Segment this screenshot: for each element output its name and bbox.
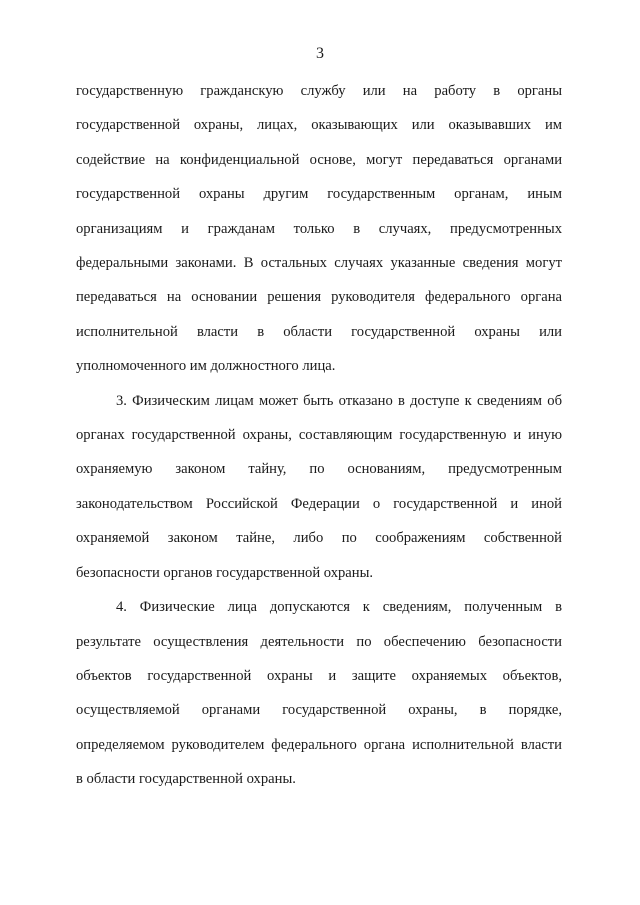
- document-body: [76, 74, 562, 797]
- page-number: 3: [316, 45, 324, 62]
- text-line: уполномоченного им должностного лица.: [76, 358, 336, 375]
- text-line: объектов государственной охраны и защите охраняемых объектов,: [76, 667, 562, 684]
- text-line: 4. Физические лица допускаются к сведениям, полученным в: [116, 599, 562, 616]
- paragraph-item-4: [76, 590, 562, 796]
- text-line: государственную гражданскую службу или на работу в органы: [76, 83, 562, 99]
- paragraph-continuation: [76, 74, 562, 384]
- paragraph-item-3: [76, 384, 562, 590]
- text-line: федеральными законами. В остальных случаях указанные сведения могут: [76, 255, 562, 272]
- text-line: организациям и гражданам только в случаях, предусмотренных: [76, 220, 562, 237]
- text-line: государственной охраны другим государственным органам, иным: [76, 186, 562, 203]
- text-line: осуществляемой органами государственной охраны, в порядке,: [76, 702, 562, 719]
- text-line: содействие на конфиденциальной основе, могут передаваться органами: [76, 151, 562, 168]
- text-line: 3. Физическим лицам может быть отказано в доступе к сведениям об: [116, 392, 562, 409]
- text-line: исполнительной власти в области государственной охраны или: [76, 323, 562, 340]
- text-line: результате осуществления деятельности по обеспечению безопасности: [76, 633, 562, 650]
- text-line: в области государственной охраны.: [76, 771, 296, 788]
- text-line: охраняемой законом тайне, либо по соображениям собственной: [76, 530, 562, 547]
- text-line: законодательством Российской Федерации о государственной и иной: [76, 495, 562, 512]
- text-line: охраняемую законом тайну, по основаниям, предусмотренным: [76, 461, 562, 478]
- text-line: органах государственной охраны, составляющим государственную и иную: [76, 427, 562, 444]
- text-line: безопасности органов государственной охраны.: [76, 564, 374, 581]
- text-line: передаваться на основании решения руководителя федерального органа: [76, 289, 562, 306]
- text-line: определяемом руководителем федерального органа исполнительной власти: [76, 736, 562, 753]
- text-line: государственной охраны, лицах, оказывающих или оказывавших им: [76, 117, 562, 134]
